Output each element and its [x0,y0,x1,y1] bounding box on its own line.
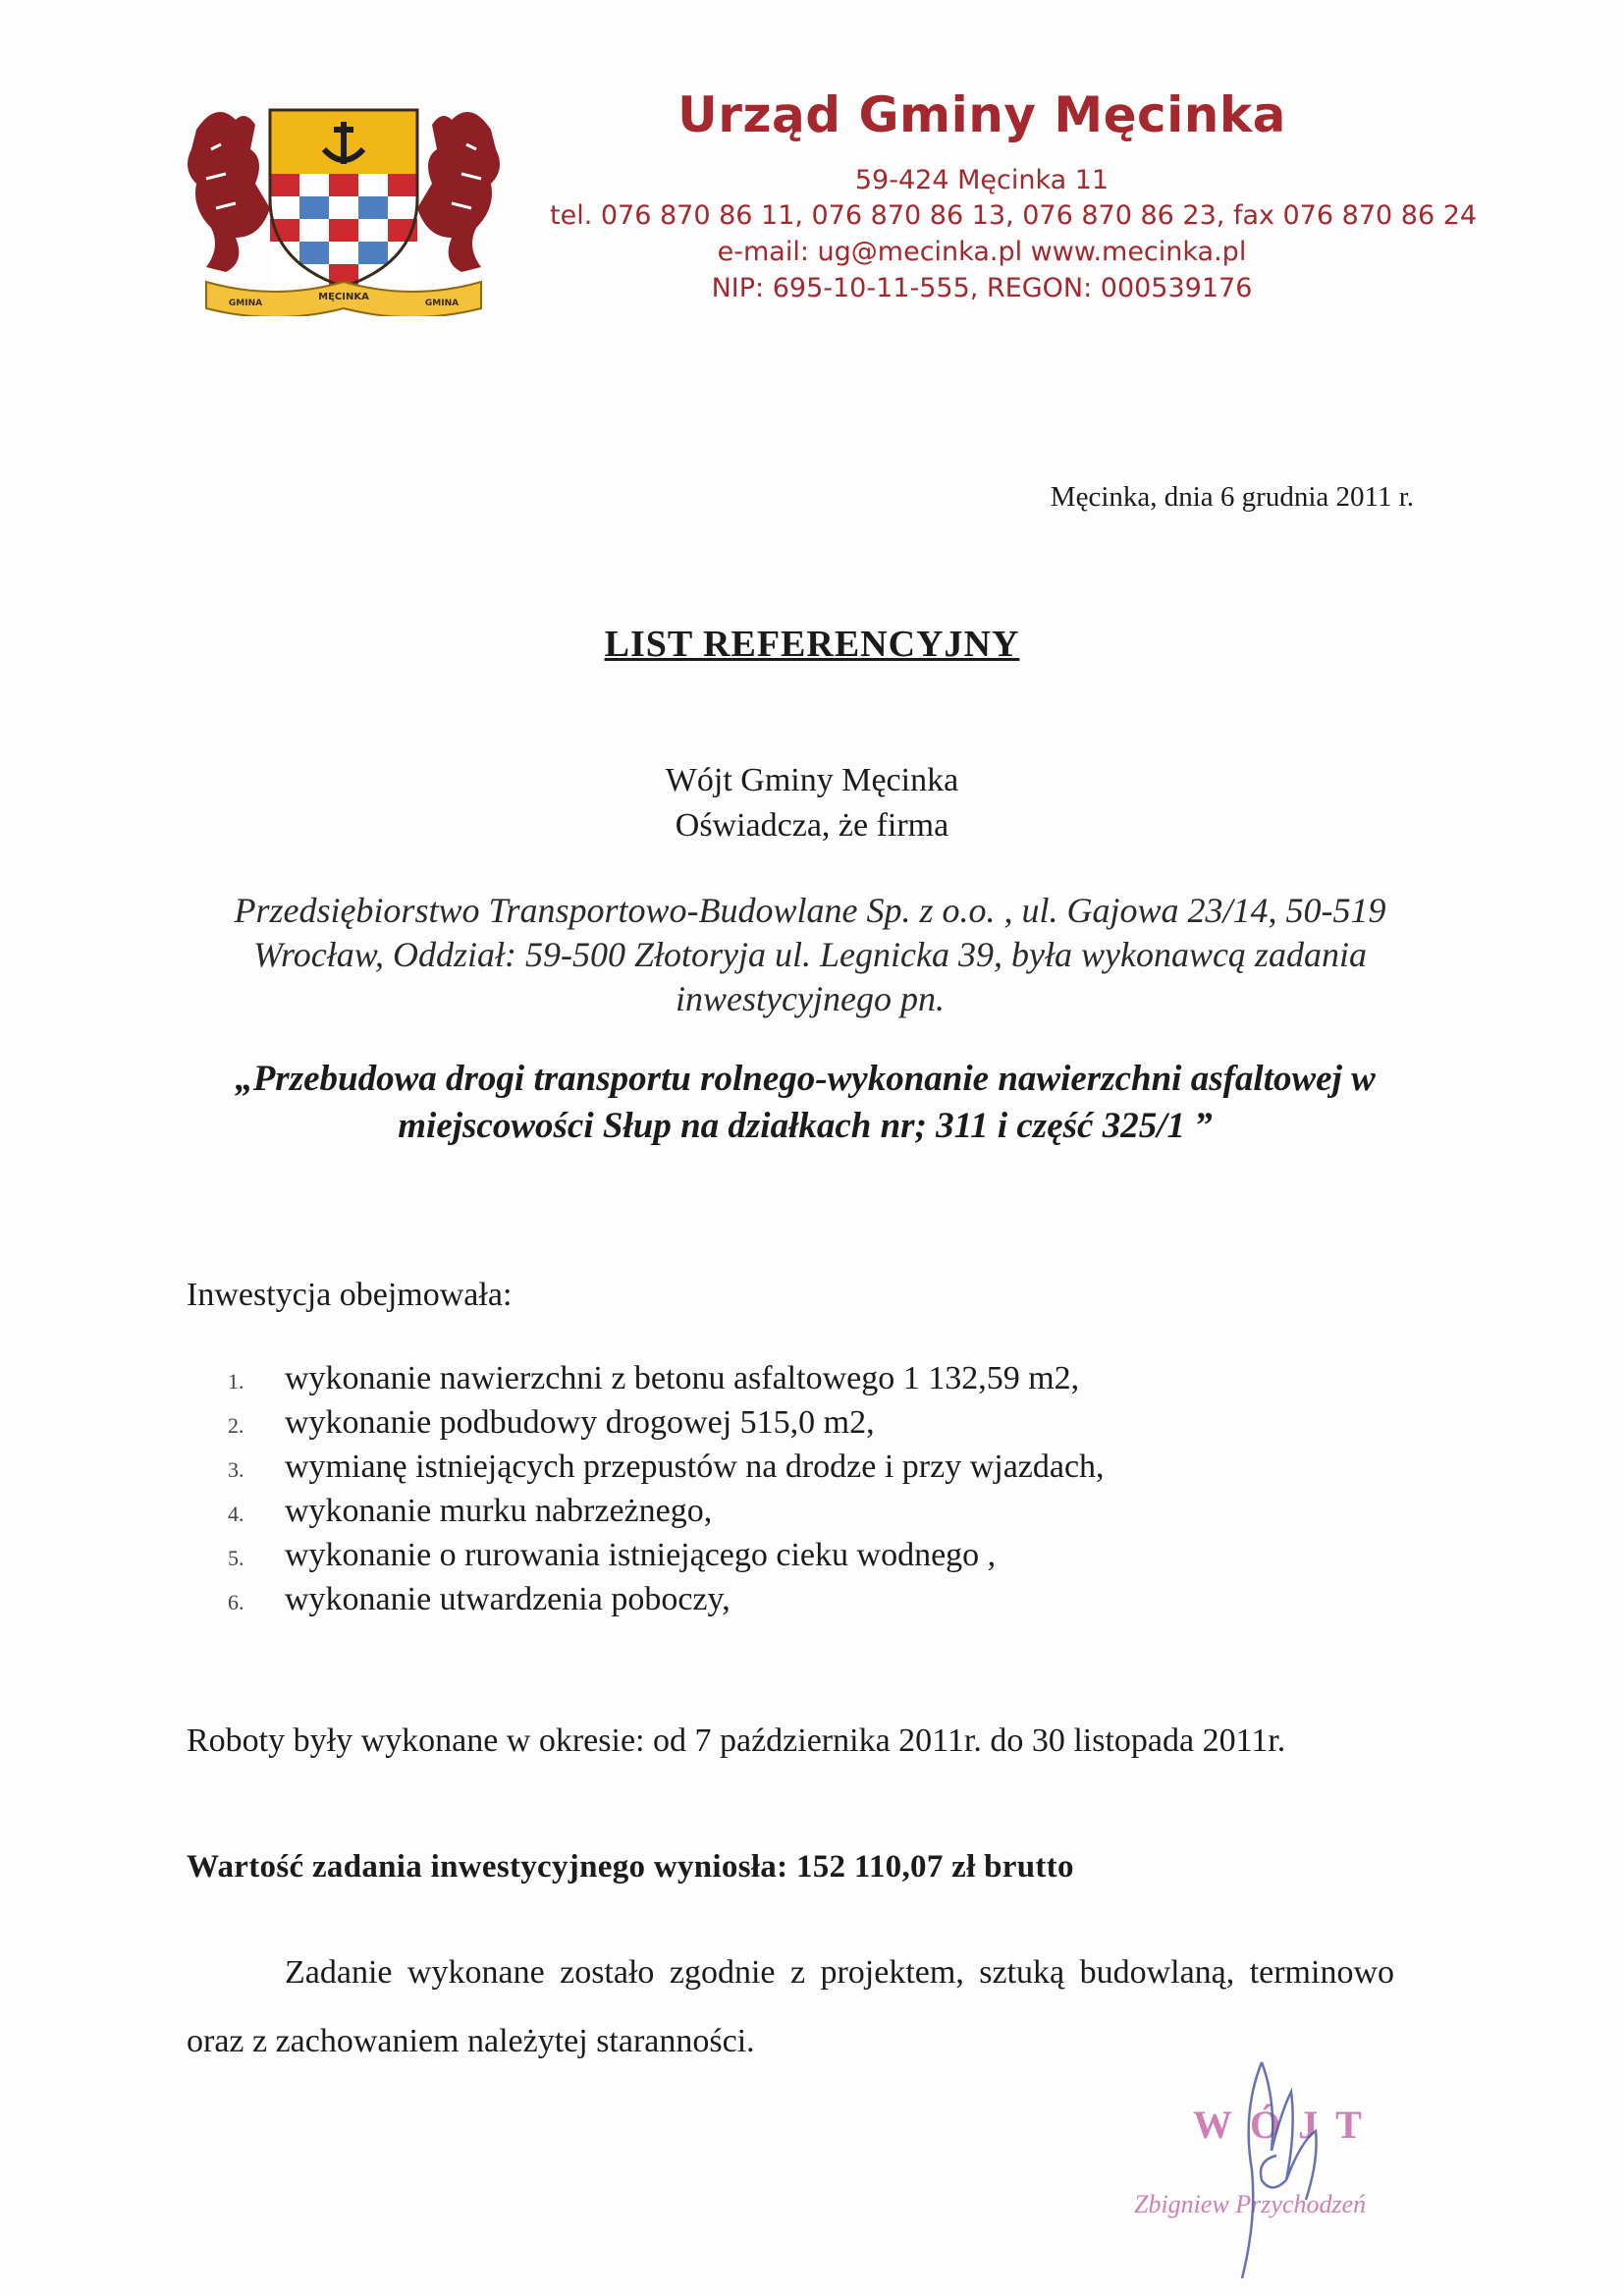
document-title: LIST REFERENCYJNY [604,624,1020,665]
date-line: Męcinka, dnia 6 grudnia 2011 r. [1050,481,1414,513]
crest-left-label: GMINA [228,299,263,308]
list-item-text: wykonanie nawierzchni z betonu asfaltowego 1 132,59 m2, [285,1360,1080,1396]
intro-line-1: Wójt Gminy Męcinka [665,762,959,798]
list-item-text: wykonanie podbudowy drogowej 515,0 m2, [285,1404,875,1441]
org-contact: e-mail: ug@mecinka.pl www.mecinka.pl [717,237,1247,267]
list-item-text: wykonanie murku nabrzeżnego, [285,1493,713,1529]
closing-statement: Zadanie wykonane zostało zgodnie z projektem, sztuką budowlaną, terminowo oraz z zachowaniem należytej staranności. [187,1954,1394,2059]
list-item [228,1581,1105,1625]
scope-list [228,1360,1105,1625]
list-item [228,1537,1105,1581]
intro-line-2: Oświadcza, że firma [675,807,949,844]
crest-ribbon-text: MĘCINKA [318,292,369,302]
list-item-number: 3. [228,1457,244,1482]
list-item [228,1404,1105,1449]
coat-of-arms-icon [177,90,511,316]
list-item-text: wykonanie utwardzenia poboczy, [285,1581,731,1617]
list-item [228,1360,1105,1404]
org-name: Urząd Gminy Męcinka [677,86,1286,143]
list-item-number: 2. [228,1413,244,1438]
list-item-number: 1. [228,1369,244,1394]
list-item [228,1493,1105,1537]
crest-right-label: GMINA [424,299,460,308]
signature-icon [1203,2052,1389,2288]
investment-value: Wartość zadania inwestycyjnego wyniosła: 152 110,07 zł brutto [187,1849,1074,1885]
list-item-text: wymianę istniejących przepustów na drodze i przy wjazdach, [285,1449,1105,1485]
list-item-text: wykonanie o rurowania istniejącego cieku wodnego , [285,1537,997,1573]
org-ids: NIP: 695-10-11-555, REGON: 000539176 [711,273,1253,303]
scope-label: Inwestycja obejmowała: [187,1277,513,1313]
project-name: „Przebudowa drogi transportu rolnego-wykonanie nawierzchni asfaltowej w miejscowości Słup na działkach nr; 311 i część 325/1 ” [235,1059,1376,1146]
org-address: 59-424 Męcinka 11 [854,165,1110,195]
stamp-role: WÓJT [1193,2103,1380,2147]
work-period: Roboty były wykonane w okresie: od 7 października 2011r. do 30 listopada 2011r. [187,1722,1286,1759]
list-item-number: 6. [228,1590,244,1614]
list-item [228,1449,1105,1493]
list-item-number: 4. [228,1502,244,1526]
stamp-name: Zbigniew Przychodzeń [1134,2190,1367,2218]
list-item-number: 5. [228,1546,244,1570]
company-details: Przedsiębiorstwo Transportowo-Budowlane Sp. z o.o. , ul. Gajowa 23/14, 50-519 Wrocław, Oddział: 59-500 Złotoryja ul. Legnicka 39, była wykonawcą zadania inwestycyjnego pn. [234,891,1386,1018]
org-phone: tel. 076 870 86 11, 076 870 86 13, 076 870 86 23, fax 076 870 86 24 [550,200,1478,231]
